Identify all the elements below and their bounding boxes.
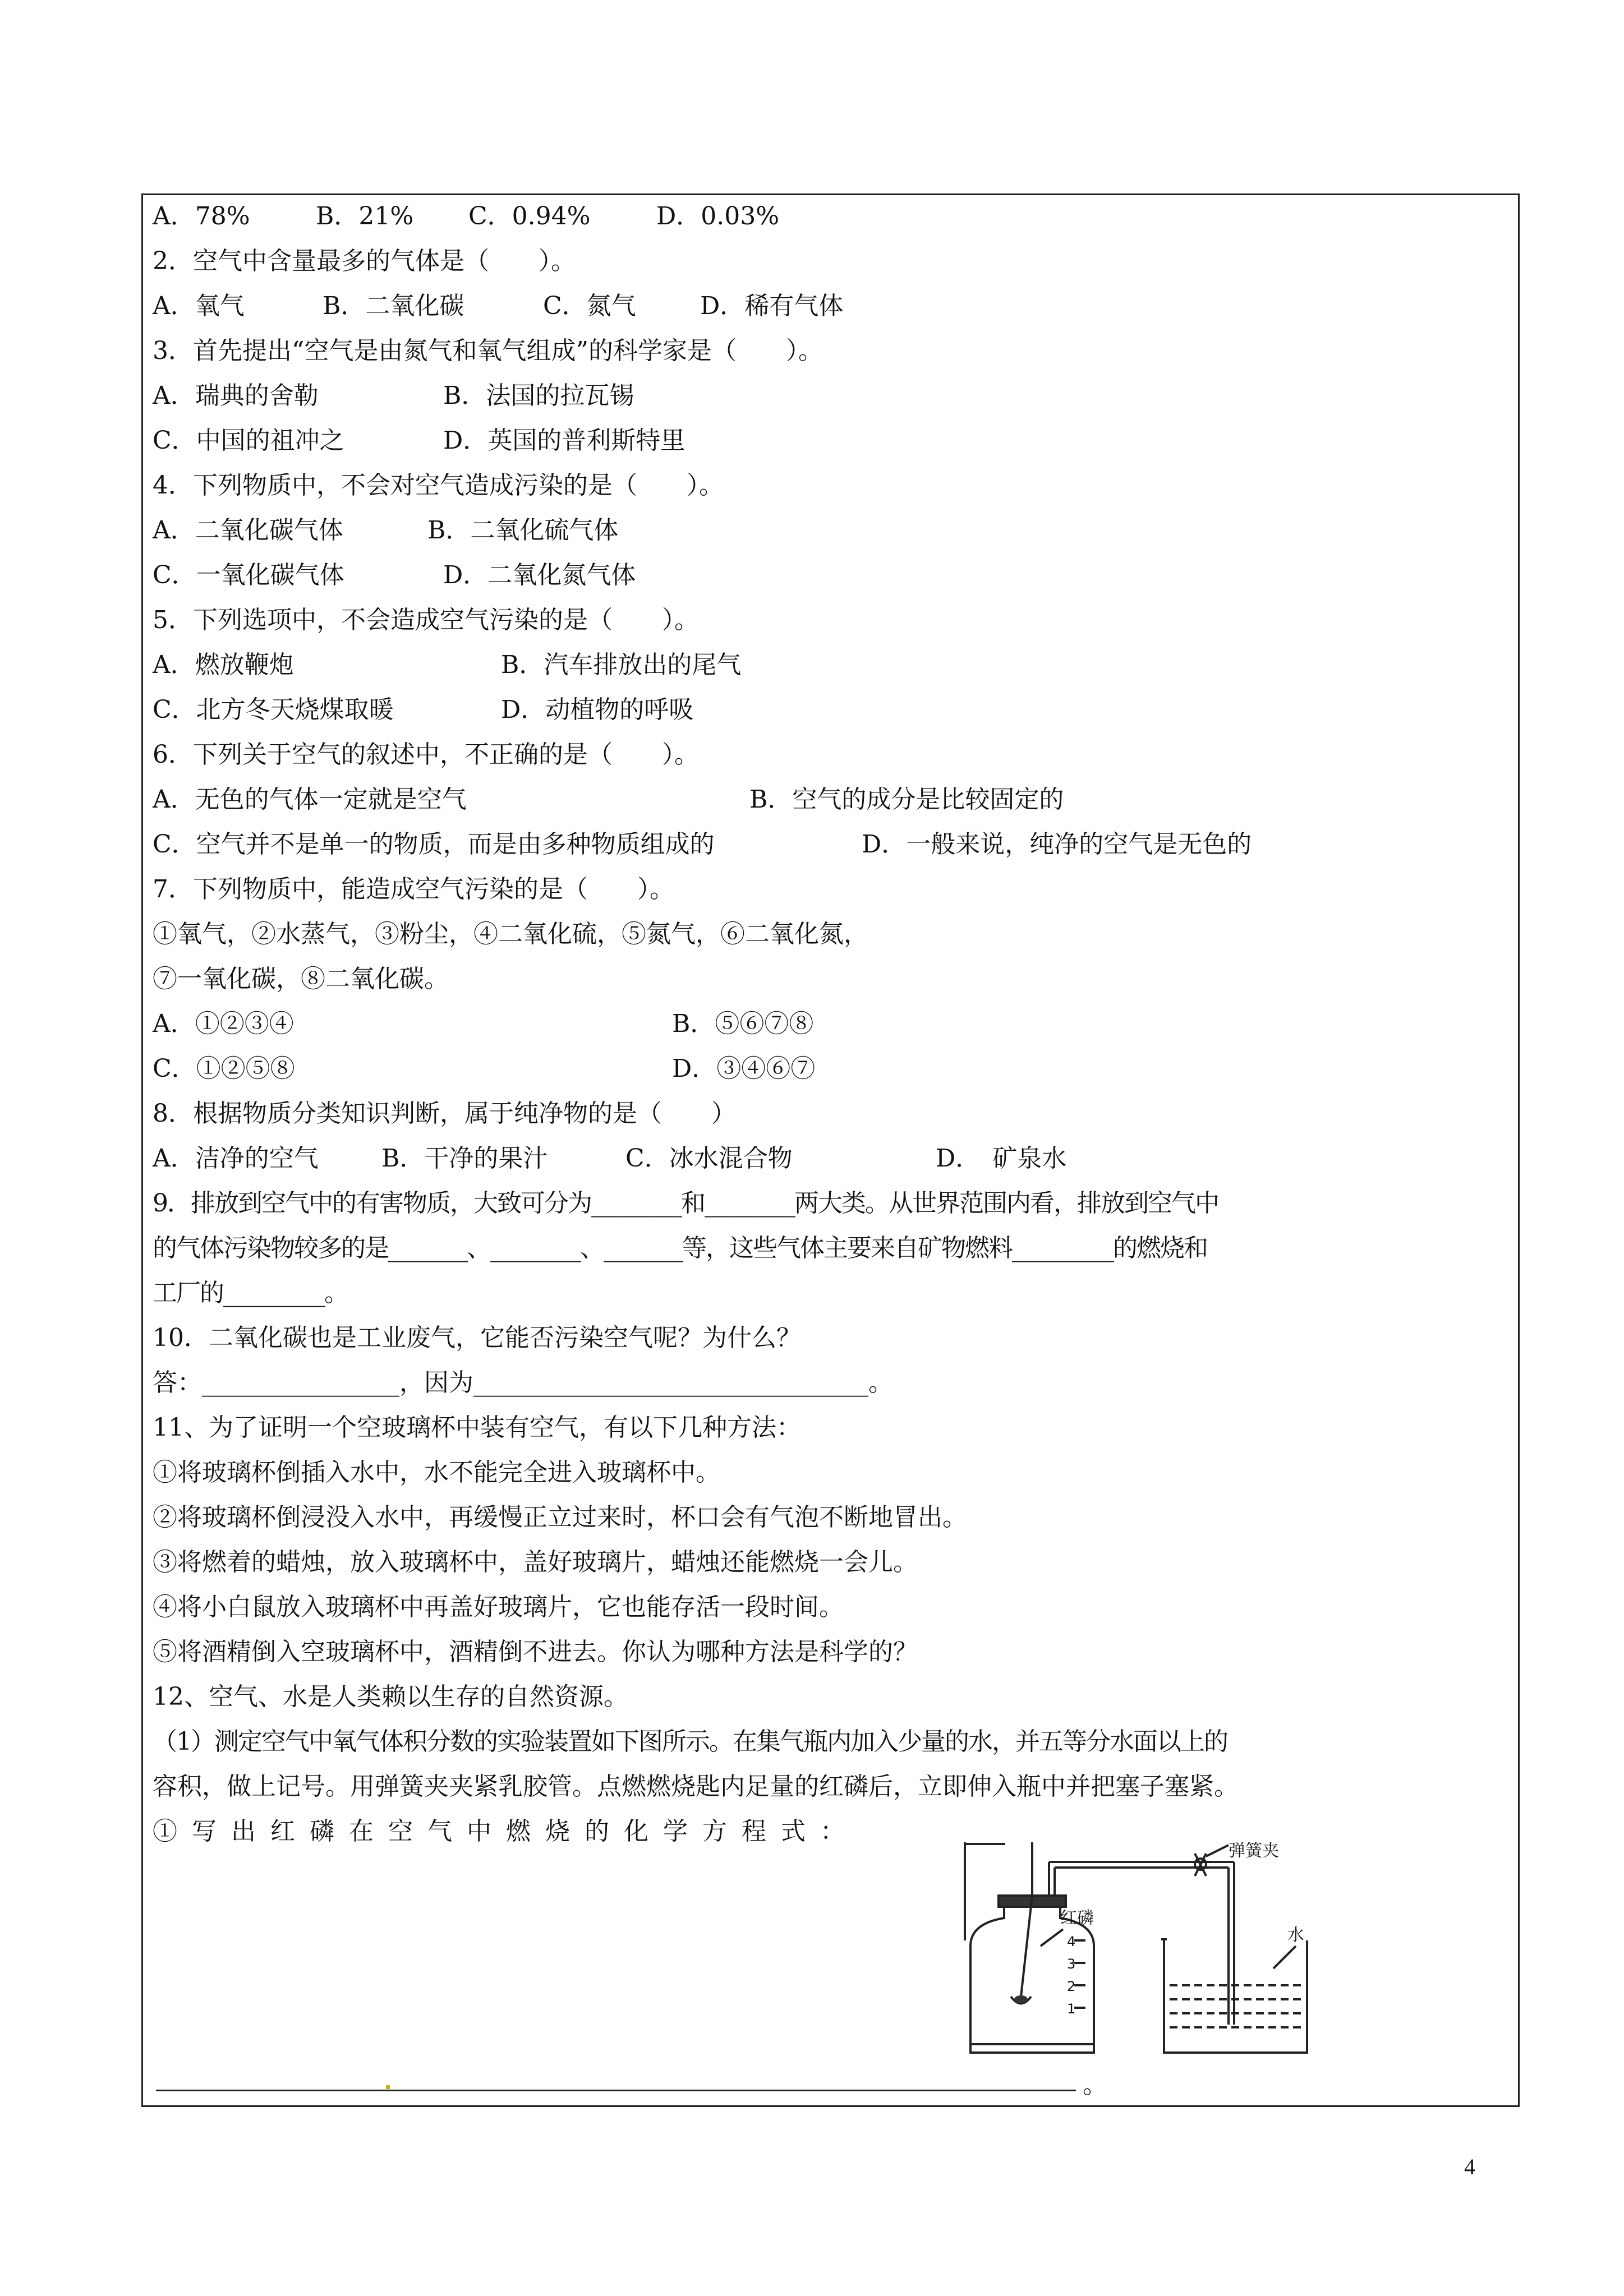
q5-option-c: C．北方冬天烧煤取暖 [153,695,394,724]
q6-option-a: A．无色的气体一定就是空气 [153,785,467,814]
q6-option-b: B．空气的成分是比较固定的 [749,785,1064,814]
q4-option-c: C．一氧化碳气体 [153,561,344,589]
answer-blank-line [156,2090,1076,2091]
q1-option-c: C．0.94% [468,202,591,230]
q3-option-c: C．中国的祖冲之 [153,426,344,455]
q5-option-d: D．动植物的呼吸 [501,695,694,724]
q11-method-1: ①将玻璃杯倒插入水中，水不能完全进入玻璃杯中。 [153,1458,720,1487]
q9-line2: 的气体污染物较多的是_______、________、_______等，这些气体主要来自矿物燃料_________的燃烧和 [153,1234,1207,1262]
q5-option-b: B．汽车排放出的尾气 [501,651,742,679]
q11-method-3: ③将燃着的蜡烛，放入玻璃杯中，盖好玻璃片，蜡烛还能燃烧一会儿。 [153,1548,918,1576]
q8-option-a: A．洁净的空气 [153,1144,319,1173]
q4-option-b: B．二氧化硫气体 [427,516,619,545]
q2-option-b: B．二氧化碳 [323,292,464,320]
q6-stem: 6．下列关于空气的叙述中，不正确的是（ ）。 [153,740,699,769]
q10-stem: 10．二氧化碳也是工业废气，它能否污染空气呢？为什么？ [153,1324,801,1352]
label-water: 水 [1287,1925,1304,1945]
label-red-phosphorus: 红磷 [1060,1908,1094,1928]
q3-option-d: D．英国的普利斯特里 [443,426,686,455]
q3-option-b: B．法国的拉瓦锡 [443,381,634,410]
q7-option-a: A．①②③④ [153,1009,294,1038]
q9-line1: 9．排放到空气中的有害物质，大致可分为________和________两大类。从世界范围内看，排放到空气中 [153,1189,1218,1218]
q10-answer-line: 答：________________，因为________________________________。 [153,1368,893,1397]
q8-stem: 8．根据物质分类知识判断，属于纯净物的是（ ） [153,1099,736,1128]
q11-stem: 11、为了证明一个空玻璃杯中装有空气，有以下几种方法： [153,1413,801,1442]
q6-option-d: D．一般来说，纯净的空气是无色的 [862,830,1252,859]
q1-option-b: B．21% [316,202,414,230]
q1-option-a: A．78% [153,202,250,230]
q11-method-4: ④将小白鼠放入玻璃杯中再盖好玻璃片，它也能存活一段时间。 [153,1593,844,1621]
q2-stem: 2．空气中含量最多的气体是（ ）。 [153,247,576,275]
q7-list-line2: ⑦一氧化碳，⑧二氧化碳。 [153,965,449,993]
q4-option-a: A．二氧化碳气体 [153,516,343,545]
q4-option-d: D．二氧化氮气体 [443,561,636,589]
q3-option-a: A．瑞典的舍勒 [153,381,319,410]
q6-option-c: C．空气并不是单一的物质，而是由多种物质组成的 [153,830,715,859]
q12-part1-line1: （1）测定空气中氧气体积分数的实验装置如下图所示。在集气瓶内加入少量的水，并五等分水面以上的 [153,1727,1227,1756]
q5-stem: 5．下列选项中，不会造成空气污染的是（ ）。 [153,606,699,634]
answer-period: 。 [1083,2071,1107,2099]
q7-option-b: B．⑤⑥⑦⑧ [672,1009,814,1038]
q12-sub1-prompt: ①写出红磷在空气中燃烧的化学方程式： [153,1817,859,1846]
q3-stem: 3．首先提出“空气是由氮气和氧气组成”的科学家是（ ）。 [153,336,823,365]
q8-option-b: B．干净的果汁 [381,1144,548,1173]
q11-method-2: ②将玻璃杯倒浸没入水中，再缓慢正立过来时，杯口会有气泡不断地冒出。 [153,1503,967,1532]
q7-list-line1: ①氧气，②水蒸气，③粉尘，④二氧化硫，⑤氮气，⑥二氧化氮， [153,920,868,948]
scale-mark-3: 3 [1067,1956,1076,1972]
q9-line3: 工厂的_________。 [153,1279,348,1307]
q8-option-c: C．冰水混合物 [625,1144,793,1173]
oxygen-experiment-figure [942,1839,1492,2075]
q11-method-5: ⑤将酒精倒入空玻璃杯中，酒精倒不进去。你认为哪种方法是科学的？ [153,1638,918,1666]
q12-stem: 12、空气、水是人类赖以生存的自然资源。 [153,1682,628,1711]
q2-option-c: C．氮气 [543,292,636,320]
q12-part1-line2: 容积，做上记号。用弹簧夹夹紧乳胶管。点燃燃烧匙内足量的红磷后，立即伸入瓶中并把塞子塞紧。 [153,1772,1239,1801]
scale-mark-2: 2 [1067,1979,1076,1994]
stray-dot [386,2085,390,2089]
scale-mark-4: 4 [1067,1934,1076,1949]
q8-option-d: D． 矿泉水 [936,1144,1067,1173]
q4-stem: 4．下列物质中，不会对空气造成污染的是（ ）。 [153,471,724,500]
label-spring-clamp: 弹簧夹 [1229,1841,1279,1861]
q7-option-d: D．③④⑥⑦ [672,1054,816,1083]
q2-option-d: D．稀有气体 [700,292,844,320]
q1-option-d: D．0.03% [656,202,780,230]
q2-option-a: A．氧气 [153,292,245,320]
q7-stem: 7．下列物质中，能造成空气污染的是（ ）。 [153,875,674,903]
q5-option-a: A．燃放鞭炮 [153,651,294,679]
page-number: 4 [1464,2154,1475,2179]
scale-mark-1: 1 [1067,2001,1076,2017]
q7-option-c: C．①②⑤⑧ [153,1054,295,1083]
